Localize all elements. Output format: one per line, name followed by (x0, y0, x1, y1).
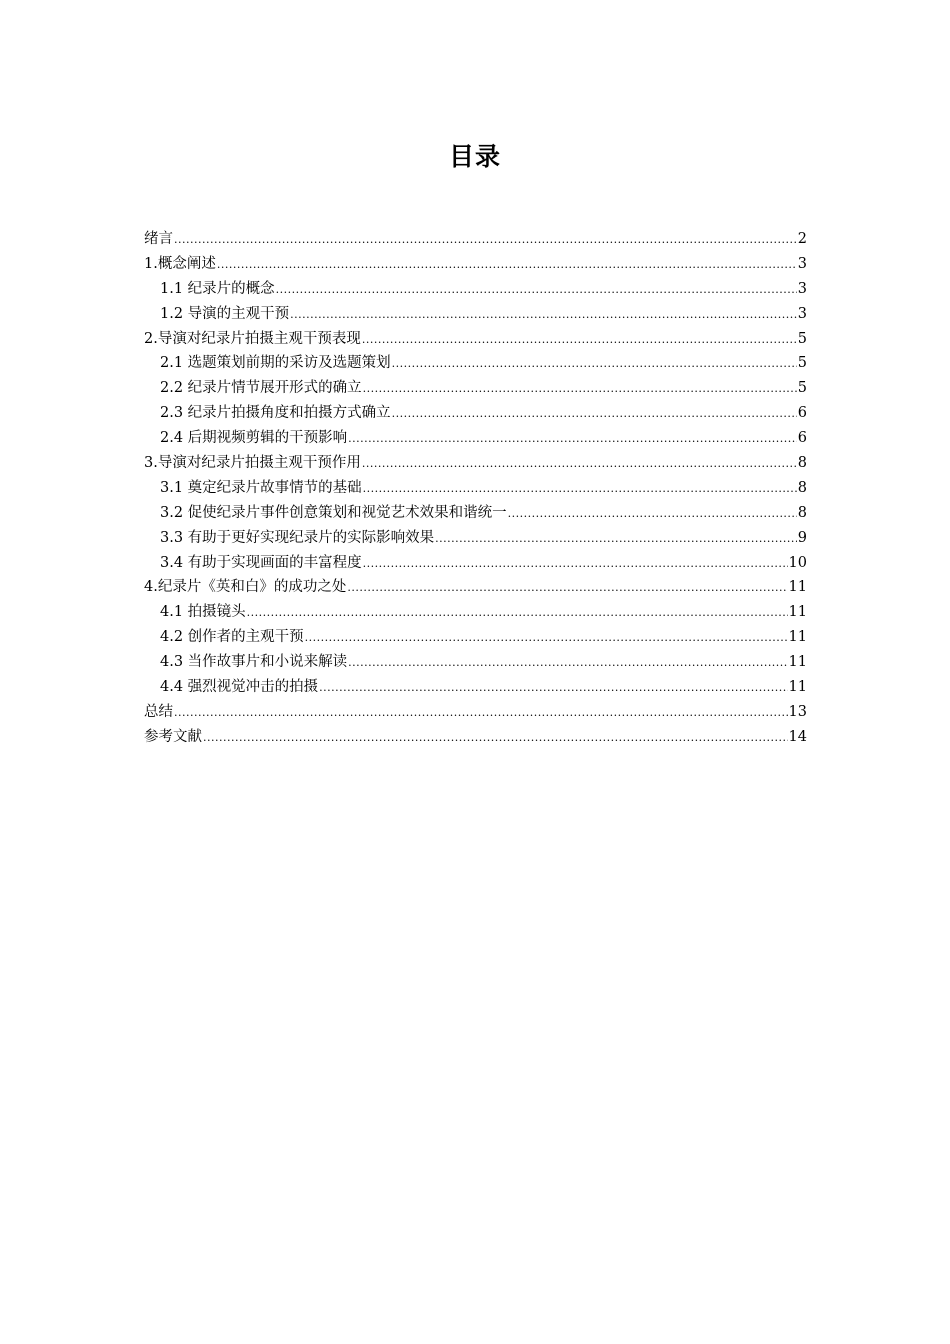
dot-leader (362, 328, 797, 352)
toc-entry[interactable] (144, 725, 807, 750)
dot-leader (363, 552, 788, 576)
dot-leader (305, 626, 788, 650)
toc-entry-page: 5 (797, 355, 807, 372)
toc-entry-label: 1.2 导演的主观干预 (160, 305, 290, 322)
toc-entry-page: 2 (797, 231, 807, 247)
toc-entry-label: 4.3 当作故事片和小说来解读 (160, 654, 348, 671)
dot-leader (508, 502, 797, 526)
toc-entry-label: 4.1 拍摄镜头 (160, 604, 246, 621)
dot-leader (276, 278, 797, 302)
toc-entry[interactable] (144, 700, 807, 725)
toc-entry-label: 2.4 后期视频剪辑的干预影响 (160, 430, 348, 447)
toc-entry[interactable] (144, 501, 807, 526)
toc-entry-label: 2.1 选题策划前期的采访及选题策划 (160, 355, 391, 372)
toc-entry-page: 11 (788, 679, 807, 696)
toc-entry-page: 11 (788, 629, 807, 646)
toc-entry-label: 2.3 纪录片拍摄角度和拍摄方式确立 (160, 405, 391, 422)
toc-entry-page: 11 (788, 604, 807, 621)
toc-entry-label: 4.纪录片《英和白》的成功之处 (144, 579, 347, 596)
toc-entry-page: 10 (788, 554, 807, 571)
dot-leader (203, 726, 788, 750)
dot-leader (362, 452, 797, 476)
toc-entry[interactable] (144, 551, 807, 576)
dot-leader (363, 477, 797, 501)
toc-entry[interactable] (144, 351, 807, 376)
toc-entry-page: 3 (797, 305, 807, 322)
toc-entry[interactable] (144, 675, 807, 700)
toc-entry-page: 5 (797, 330, 807, 347)
toc-entry[interactable] (144, 252, 807, 277)
toc-entry-label: 4.2 创作者的主观干预 (160, 629, 304, 646)
toc-entry-label: 3.2 促使纪录片事件创意策划和视觉艺术效果和谐统一 (160, 504, 507, 521)
toc-entry-label: 2.2 纪录片情节展开形式的确立 (160, 380, 362, 397)
toc-entry-page: 11 (788, 579, 807, 596)
toc-entry-page: 14 (788, 728, 807, 745)
dot-leader (348, 427, 797, 451)
page-title: 目录 (448, 141, 501, 171)
toc-entry[interactable] (144, 302, 807, 327)
toc-entry[interactable] (144, 376, 807, 401)
dot-leader (392, 352, 797, 376)
toc-entry[interactable] (144, 426, 807, 451)
toc-entry[interactable] (144, 451, 807, 476)
toc-entry-label: 3.导演对纪录片拍摄主观干预作用 (144, 455, 361, 472)
toc-entry-page: 11 (788, 654, 807, 671)
toc-entry-label: 1.1 纪录片的概念 (160, 280, 275, 297)
dot-leader (174, 228, 797, 252)
dot-leader (348, 651, 787, 675)
dot-leader (392, 402, 797, 426)
toc-entry-label: 3.4 有助于实现画面的丰富程度 (160, 554, 362, 571)
toc-entry-page: 6 (797, 405, 807, 422)
table-of-contents (144, 227, 807, 750)
dot-leader (363, 377, 797, 401)
dot-leader (217, 253, 797, 277)
toc-entry-page: 8 (797, 455, 807, 472)
toc-entry[interactable] (144, 327, 807, 352)
toc-entry[interactable] (144, 625, 807, 650)
toc-entry[interactable] (144, 277, 807, 302)
toc-entry[interactable] (144, 227, 807, 252)
dot-leader (174, 701, 788, 725)
toc-entry-page: 13 (788, 703, 807, 720)
toc-entry[interactable] (144, 600, 807, 625)
toc-entry-page: 6 (797, 430, 807, 447)
toc-entry[interactable] (144, 575, 807, 600)
toc-entry-label: 3.3 有助于更好实现纪录片的实际影响效果 (160, 529, 435, 546)
toc-entry[interactable] (144, 476, 807, 501)
dot-leader (435, 527, 797, 551)
dot-leader (347, 576, 787, 600)
toc-entry-label: 绪言 (144, 231, 173, 247)
toc-entry-label: 总结 (144, 703, 173, 720)
toc-entry[interactable] (144, 401, 807, 426)
toc-entry-label: 参考文献 (144, 728, 202, 745)
toc-entry-label: 2.导演对纪录片拍摄主观干预表现 (144, 330, 361, 347)
toc-entry-page: 5 (797, 380, 807, 397)
toc-entry-page: 3 (797, 280, 807, 297)
toc-entry-label: 1.概念阐述 (144, 255, 216, 272)
toc-entry[interactable] (144, 650, 807, 675)
toc-entry[interactable] (144, 526, 807, 551)
toc-entry-page: 8 (797, 504, 807, 521)
dot-leader (319, 676, 787, 700)
dot-leader (247, 601, 788, 625)
toc-entry-label: 4.4 强烈视觉冲击的拍摄 (160, 679, 319, 696)
toc-entry-page: 8 (797, 479, 807, 496)
dot-leader (290, 303, 797, 327)
toc-entry-page: 9 (797, 529, 807, 546)
toc-entry-label: 3.1 奠定纪录片故事情节的基础 (160, 479, 362, 496)
toc-entry-page: 3 (797, 255, 807, 272)
